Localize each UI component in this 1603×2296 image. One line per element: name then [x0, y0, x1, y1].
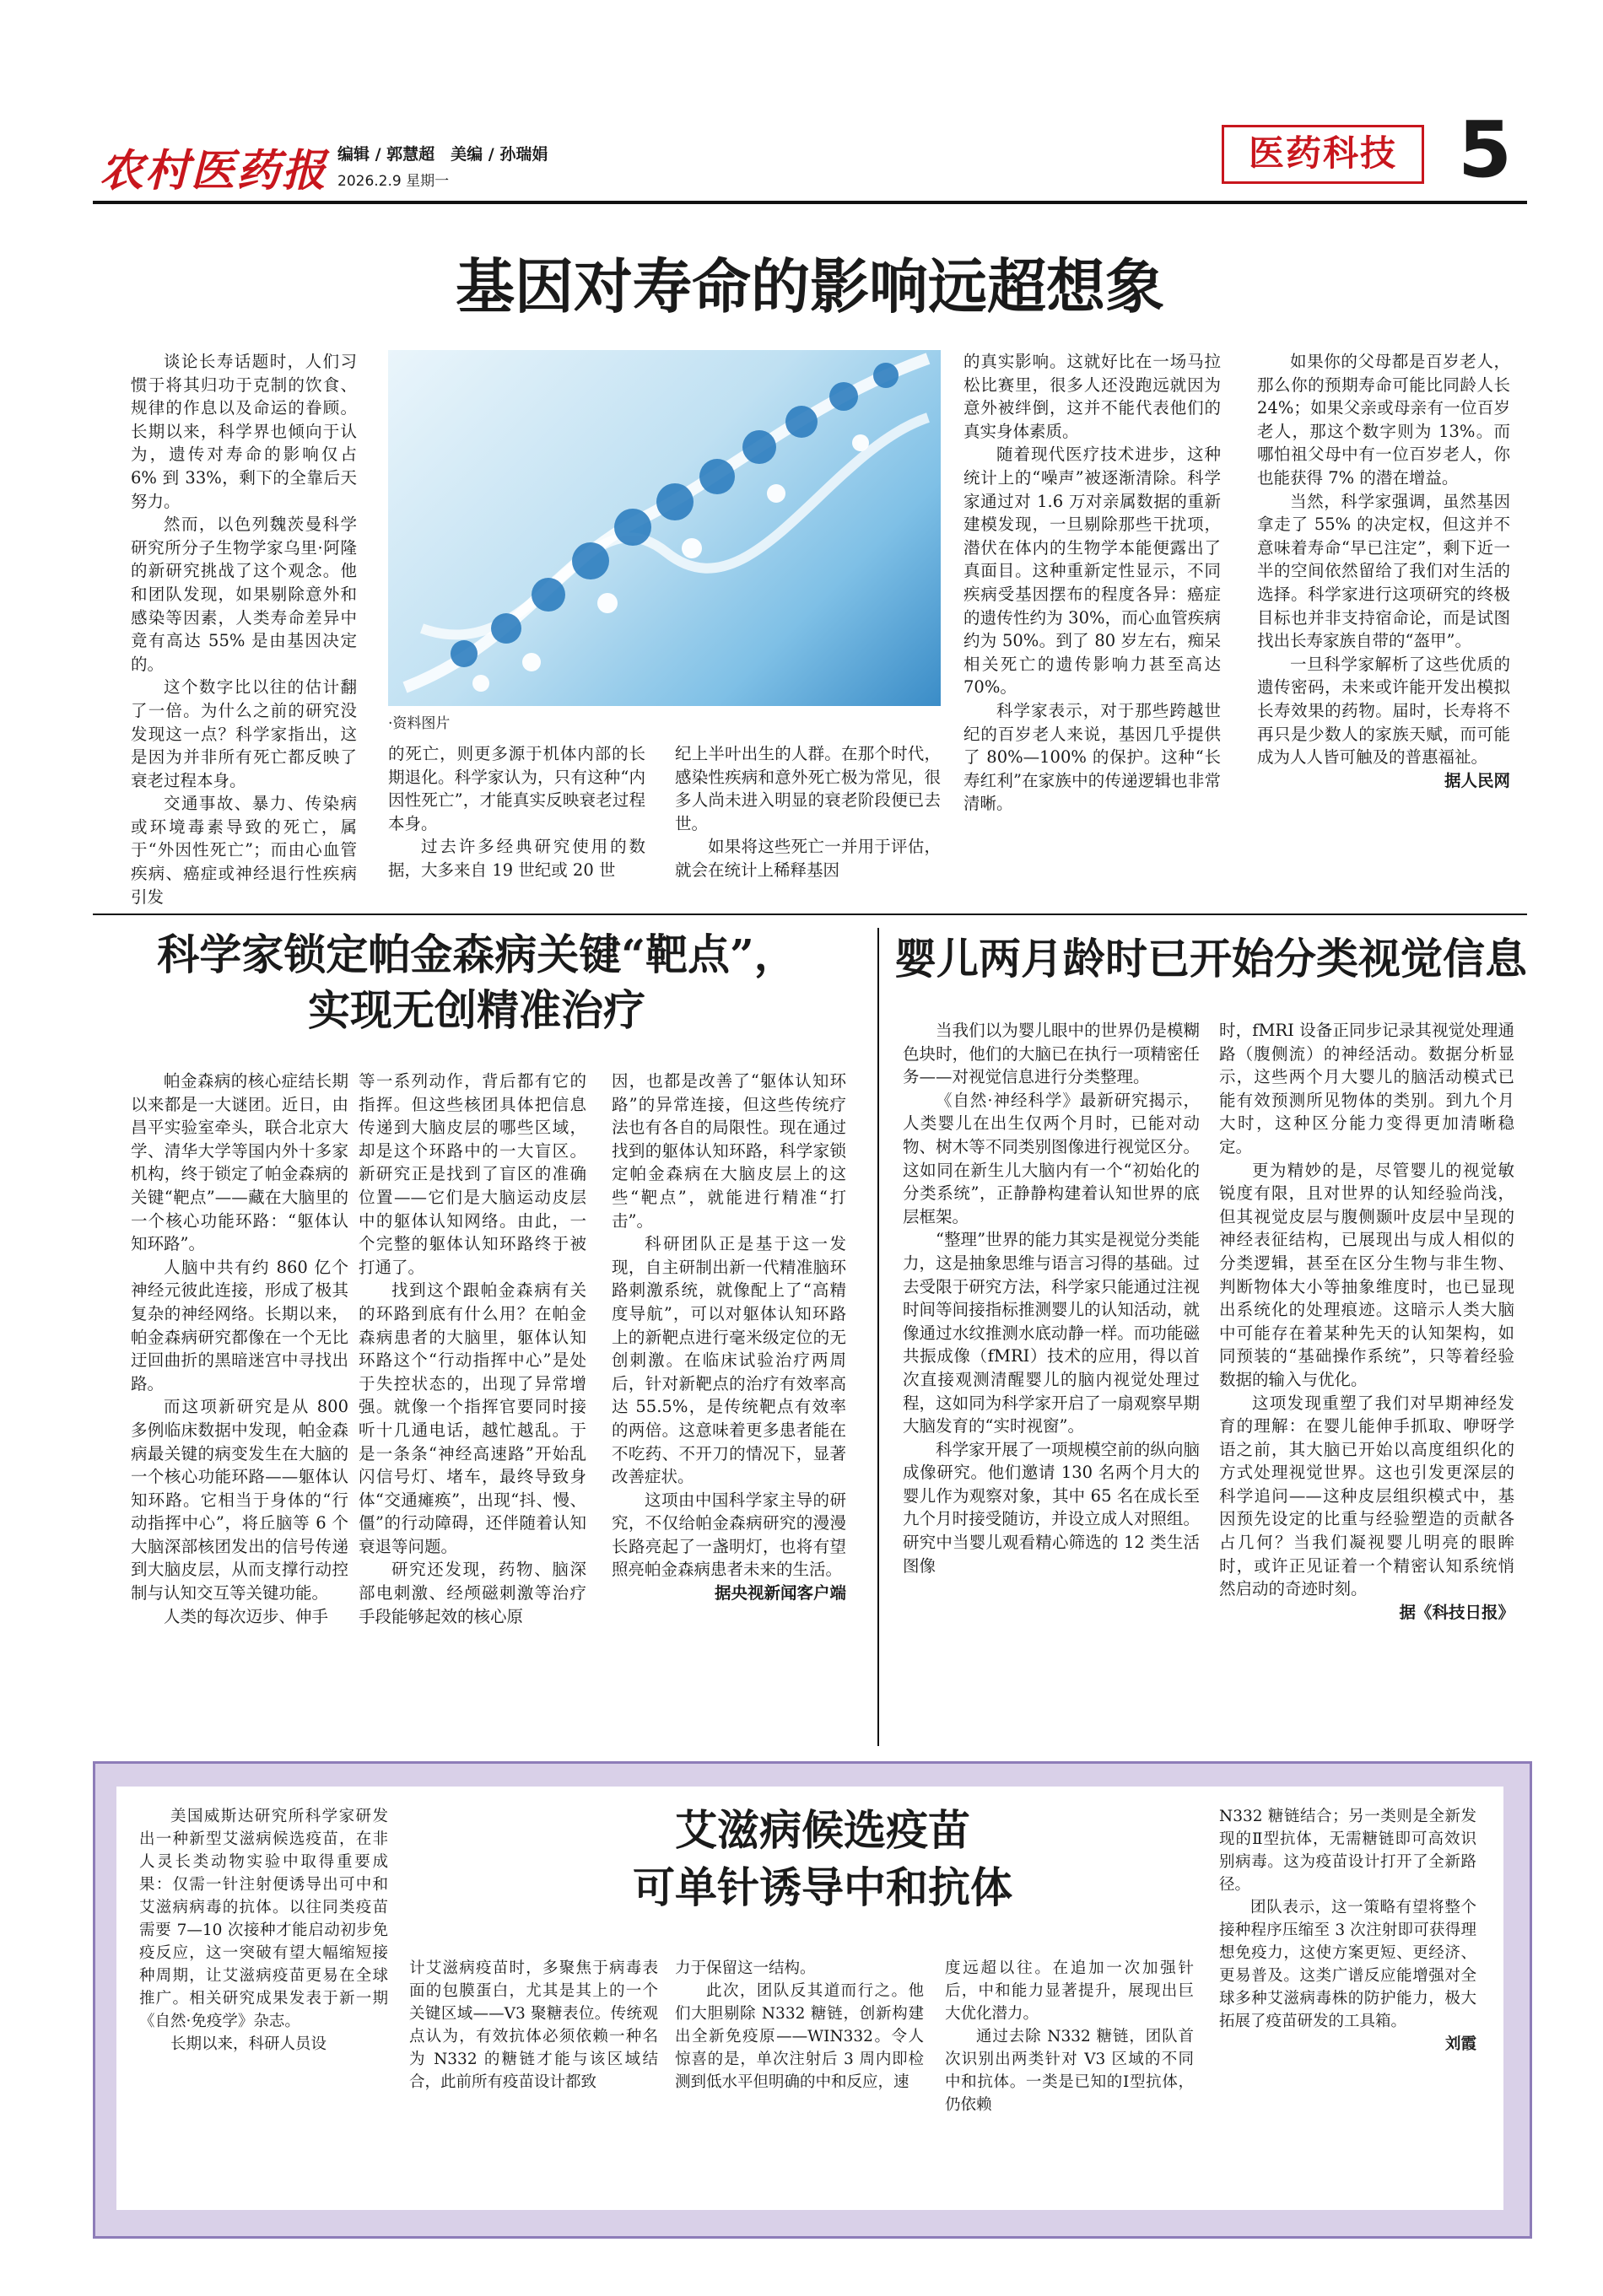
- column-divider: [877, 928, 879, 1746]
- paragraph: 的死亡，则更多源于机体内部的长期退化。科学家认为，只有这种“内因性死亡”，才能真实反映衰老过程本身。: [388, 744, 645, 833]
- paragraph: 这个数字比以往的估计翻了一倍。为什么之前的研究没发现这一点？科学家指出，这是因为并非所有死亡都反映了衰老过程本身。: [131, 677, 357, 790]
- source-credit: 据《科技日报》: [1399, 1602, 1514, 1622]
- article4-col2: [409, 1957, 658, 2094]
- paragraph: 团队表示，这一策略有望将整个接种程序压缩至 3 次注射即可获得理想免疫力，这使方案更短、更经济、更易普及。这类广谱反应能增强对全球多种艾滋病毒株的防护能力，极大拓展了疫苗研发的工具箱。: [1219, 1899, 1476, 2030]
- paragraph: 纪上半叶出生的人群。在那个时代，感染性疾病和意外死亡极为常见，很多人尚未进入明显的衰老阶段便已去世。: [675, 744, 941, 833]
- paragraph: 度远超以往。在追加一次加强针后，中和能力显著提升，展现出巨大优化潜力。: [945, 1959, 1194, 2023]
- paragraph: 交通事故、暴力、传染病或环境毒素导致的死亡，属于“外因性死亡”；而由心血管疾病、癌症或神经退行性疾病引发: [131, 794, 357, 907]
- photo-caption: ·资料图片: [388, 715, 451, 732]
- article3-col1: [903, 1019, 1200, 1577]
- section-tag: 医药科技: [1222, 125, 1424, 184]
- paragraph: 谈论长寿话题时，人们习惯于将其归功于克制的饮食、规律的作息以及命运的眷顾。长期以来，科学界也倾向于认为，遗传对寿命的影响仅占 6% 到 33%，剩下的全靠后天努力。: [131, 352, 357, 511]
- article2-col1: [131, 1070, 348, 1628]
- paragraph: 科学家开展了一项规模空前的纵向脑成像研究。他们邀请 130 名两个月大的婴儿作为观察对象，其中 65 名在成长至九个月时接受随访，并设立成人对照组。研究中当婴儿观看精心筛选的 12 类生活图像: [903, 1439, 1200, 1576]
- article4-col1: [139, 1805, 388, 2056]
- paragraph: 美国威斯达研究所科学家研发出一种新型艾滋病候选疫苗，在非人灵长类动物实验中取得重要成果：仅需一针注射便诱导出可中和艾滋病病毒的抗体。以往同类疫苗需要 7—10 次接种才能启动初步免疫反应，这一突破有望大幅缩短接种周期，让艾滋病疫苗更易在全球推广。相关研究成果发表于新一期《自然·免疫学》杂志。: [139, 1808, 388, 2030]
- paragraph: 然而，以色列魏茨曼科学研究所分子生物学家乌里·阿隆的新研究挑战了这个观念。他和团队发现，如果剔除意外和感染等因素，人类寿命差异中竟有高达 55% 是由基因决定的。: [131, 515, 357, 674]
- article1-col4: [963, 350, 1221, 816]
- section-divider: [93, 914, 1527, 915]
- paragraph: 长期以来，科研人员设: [170, 2035, 327, 2053]
- source-credit: 据人民网: [1444, 770, 1510, 790]
- article4-col3: [675, 1957, 924, 2094]
- article4-col5: [1219, 1805, 1476, 2056]
- paragraph: 时，fMRI 设备正同步记录其视觉处理通路（腹侧流）的神经活动。数据分析显示，这些两个月大婴儿的脑活动模式已能有效预测所见物体的类别。到九个月大时，这种区分能力变得更加清晰稳定。: [1219, 1021, 1514, 1156]
- paragraph: 的真实影响。这就好比在一场马拉松比赛里，很多人还没跑远就因为意外被绊倒，这并不能代表他们的真实身体素质。: [963, 352, 1221, 441]
- paragraph: 当然，科学家强调，虽然基因拿走了 55% 的决定权，但这并不意味着寿命“早已注定”，剩下近一半的空间依然留给了我们对生活的选择。科学家进行这项研究的终极目标也并非支持宿命论，而是试图找出长寿家族自带的“盔甲”。: [1257, 491, 1510, 651]
- paragraph: 此次，团队反其道而行之。他们大胆剔除 N332 糖链，创新构建出全新免疫原——WIN332。令人惊喜的是，单次注射后 3 周内即检测到低水平但明确的中和反应，速: [675, 1982, 924, 2091]
- article1-col3: [675, 742, 941, 882]
- paragraph: 人类的每次迈步、伸手: [164, 1606, 329, 1626]
- paragraph: 帕金森病的核心症结长期以来都是一大谜团。近日，由昌平实验室牵头，联合北京大学、清华大学等国内外十多家机构，终于锁定了帕金森病的关键“靶点”——藏在大脑里的一个核心功能环路：“躯体认知环路”。: [131, 1071, 348, 1254]
- article2-col3: [612, 1070, 846, 1605]
- paragraph: 如果将这些死亡一并用于评估，就会在统计上稀释基因: [675, 837, 941, 880]
- article2-col2: [359, 1070, 586, 1628]
- article2-title-line1: 科学家锁定帕金森病关键“靶点”，: [157, 930, 796, 979]
- paragraph: 等一系列动作，背后都有它的指挥。但这些核团具体把信息传递到大脑皮层的哪些区域，却是这个环路中的一大盲区。新研究正是找到了盲区的准确位置——它们是大脑运动皮层中的躯体认知网络。由此，一个完整的躯体认知环路终于被打通了。: [359, 1071, 586, 1277]
- page-number: 5: [1458, 105, 1513, 195]
- paragraph: 科研团队正是基于这一发现，自主研制出新一代精准脑环路刺激系统，就像配上了“高精度导航”，可以对躯体认知环路上的新靶点进行毫米级定位的无创刺激。在临床试验治疗两周后，针对新靶点的治疗有效率高达 55.5%，是传统靶点有效率的两倍。这意味着更多患者能在不吃药、不开刀的情况下，显著改善症状。: [612, 1234, 846, 1487]
- paragraph: 而这项新研究是从 800 多例临床数据中发现，帕金森病最关键的病变发生在大脑的一个核心功能环路——躯体认知环路。它相当于身体的“行动指挥中心”，将丘脑等 6 个大脑深部核团发出的信号传递到大脑皮层，从而支撑行动控制与认知交互等关键功能。: [131, 1397, 348, 1603]
- paragraph: 更为精妙的是，尽管婴儿的视觉敏锐度有限，且对世界的认知经验尚浅，但其视觉皮层与腹侧颞叶皮层中呈现的神经表征结构，已展现出与成人相似的分类逻辑，甚至在区分生物与非生物、判断物体大小等抽象维度时，也已显现出系统化的处理痕迹。这暗示人类大脑中可能存在着某种先天的认知架构，如同预装的“基础操作系统”，只等着经验数据的输入与优化。: [1219, 1160, 1514, 1389]
- article4-title-line1: 艾滋病候选疫苗: [675, 1805, 970, 1855]
- source-credit: 据央视新闻客户端: [714, 1583, 846, 1603]
- author-credit: 刘霞: [1444, 2035, 1476, 2053]
- newspaper-logo: 农村医药报: [100, 145, 328, 197]
- paragraph: 通过去除 N332 糖链，团队首次识别出两类针对 V3 区域的不同中和抗体。一类是已知的Ⅰ型抗体，仍依赖: [945, 2028, 1194, 2114]
- article4-col4: [945, 1957, 1194, 2116]
- paragraph: 计艾滋病疫苗时，多聚焦于病毒表面的包膜蛋白，尤其是其上的一个关键区域——V3 聚糖表位。传统观点认为，有效抗体必须依赖一种名为 N332 的糖链才能与该区域结合，此前所有疫苗设计都致: [409, 1959, 658, 2091]
- paragraph: “整理”世界的能力其实是视觉分类能力，这是抽象思维与语言习得的基础。过去受限于研究方法，科学家只能通过注视时间等间接指标推测婴儿的认知活动，就像通过水纹推测水底动静一样。而功能磁共振成像（fMRI）技术的应用，得以首次直接观测清醒婴儿的脑内视觉处理过程，这如同为科学家开启了一扇观察早期大脑发育的“实时视窗”。: [903, 1230, 1200, 1436]
- issue-date: 2026.2.9 星期一: [337, 173, 450, 190]
- paragraph: 人脑中共有约 860 亿个神经元彼此连接，形成了极其复杂的神经网络。长期以来，帕金森病研究都像在一个无比迂回曲折的黑暗迷宫中寻找出路。: [131, 1257, 348, 1393]
- paragraph: 《自然·神经科学》最新研究揭示，人类婴儿在出生仅两个月时，已能对动物、树木等不同类别图像进行视觉区分。这如同在新生儿大脑内有一个“初始化的分类系统”，正静静构建着认知世界的底层框架。: [903, 1090, 1200, 1226]
- editors-line: 编辑 / 郭慧超 美编 / 孙瑞娟: [337, 145, 548, 164]
- paragraph: 当我们以为婴儿眼中的世界仍是模糊色块时，他们的大脑已在执行一项精密任务——对视觉信息进行分类整理。: [903, 1021, 1200, 1087]
- paragraph: 这项发现重塑了我们对早期神经发育的理解：在婴儿能伸手抓取、咿呀学语之前，其大脑已开始以高度组织化的方式处理视觉世界。这也引发更深层的科学追问——这种皮层组织模式中，基因预先设定的比重与经验塑造的贡献各占几何？当我们凝视婴儿明亮的眼眸时，或许正见证着一个精密认知系统悄然启动的奇迹时刻。: [1219, 1393, 1514, 1599]
- paragraph: 研究还发现，药物、脑深部电刺激、经颅磁刺激等治疗手段能够起效的核心原: [359, 1560, 586, 1626]
- paragraph: 一旦科学家解析了这些优质的遗传密码，未来或许能开发出模拟长寿效果的药物。届时，长寿将不再只是少数人的家族天赋，而可能成为人人皆可触及的普惠福祉。: [1257, 654, 1510, 768]
- paragraph: 找到这个跟帕金森病有关的环路到底有什么用？在帕金森病患者的大脑里，躯体认知环路这个“行动指挥中心”是处于失控状态的，出现了异常增强。就像一个指挥官要同时接听十几通电话，越忙越乱。于是一条条“神经高速路”开始乱闪信号灯、堵车，最终导致身体“交通瘫痪”，出现“抖、慢、僵”的行动障碍，还伴随着认知衰退等问题。: [359, 1280, 586, 1556]
- article1-title: 基因对寿命的影响远超想象: [456, 252, 1164, 321]
- paragraph: N332 糖链结合；另一类则是全新发现的Ⅱ型抗体，无需糖链即可高效识别病毒。这为疫苗设计打开了全新路径。: [1219, 1808, 1476, 1894]
- article3-title: 婴儿两月龄时已开始分类视觉信息: [894, 934, 1527, 984]
- paragraph: 科学家表示，对于那些跨越世纪的百岁老人来说，基因几乎提供了 80%—100% 的保护。这种“长寿红利”在家族中的传递逻辑也非常清晰。: [963, 700, 1221, 814]
- article1-col2: [388, 742, 645, 882]
- article1-col1: [131, 350, 357, 908]
- article3-col2: [1219, 1019, 1514, 1624]
- paragraph: 随着现代医疗技术进步，这种统计上的“噪声”被逐渐清除。科学家通过对 1.6 万对亲属数据的重新建模发现，一旦剔除那些干扰项，潜伏在体内的生物学本能便露出了真面目。这种重新定性显示，不同疾病受基因摆布的程度各异：癌症的遗传性约为 30%，而心血管疾病约为 50%。到了 80 岁左右，痴呆相关死亡的遗传影响力甚至高达 70%。: [963, 445, 1221, 698]
- article4-title-line2: 可单针诱导中和抗体: [633, 1862, 1012, 1912]
- dna-helix-icon: [405, 358, 928, 692]
- paragraph: 过去许多经典研究使用的数据，大多来自 19 世纪或 20 世: [388, 837, 645, 880]
- paragraph: 如果你的父母都是百岁老人，那么你的预期寿命可能比同龄人长 24%；如果父亲或母亲有一位百岁老人，那这个数字则为 13%。而哪怕祖父母中有一位百岁老人，你也能获得 7% 的潜在增益。: [1257, 352, 1510, 488]
- article1-col5: [1257, 350, 1510, 792]
- paragraph: 这项由中国科学家主导的研究，不仅给帕金森病研究的漫漫长路亮起了一盏明灯，也将有望照亮帕金森病患者未来的生活。: [612, 1490, 846, 1580]
- dna-illustration: [388, 350, 941, 706]
- paragraph: 力于保留这一结构。: [675, 1959, 816, 1977]
- masthead-rule: [93, 201, 1527, 204]
- paragraph: 因，也都是改善了“躯体认知环路”的异常连接，但这些传统疗法也有各自的局限性。现在通过找到的躯体认知环路，科学家锁定帕金森病在大脑皮层上的这些“靶点”，就能进行精准“打击”。: [612, 1071, 846, 1231]
- article2-title-line2: 实现无创精准治疗: [308, 985, 645, 1035]
